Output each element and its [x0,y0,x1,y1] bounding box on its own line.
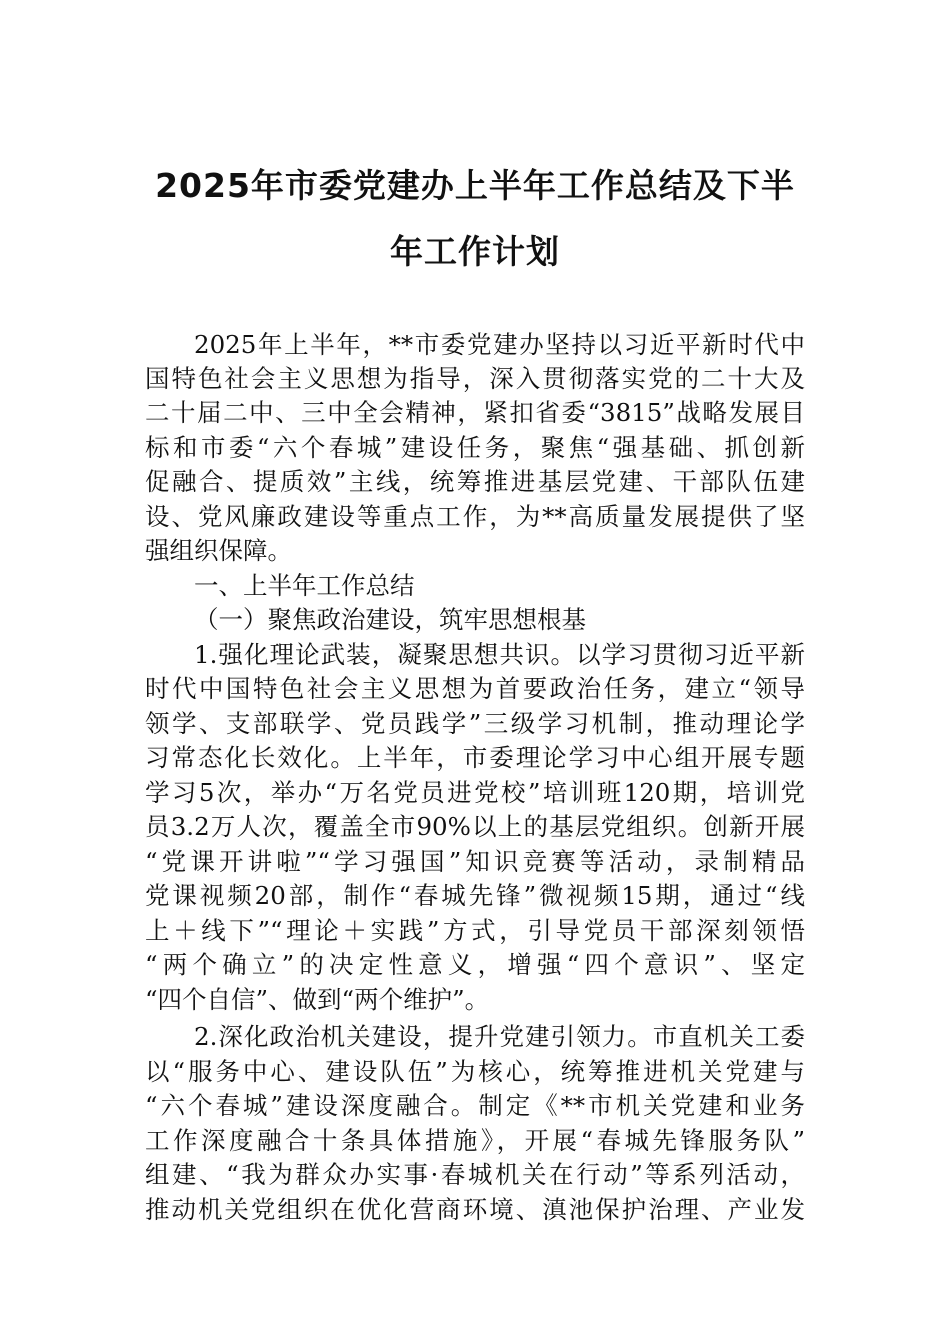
para2-line: “六个春城”建设深度融合。制定《**市机关党建和业务 [145,1091,805,1120]
intro-line: 强组织保障。 [145,536,292,565]
intro-line: 国特色社会主义思想为指导，深入贯彻落实党的二十大及 [145,364,805,393]
intro-line: 设、党风廉政建设等重点工作，为**高质量发展提供了坚 [145,502,805,531]
para1-line: 习常态化长效化。上半年，市委理论学习中心组开展专题 [145,743,805,772]
subsection-heading: （一）聚焦政治建设，筑牢思想根基 [194,605,586,634]
document-title-line-2: 年工作计划 [390,232,560,271]
intro-line: 二十届二中、三中全会精神，紧扣省委“3815”战略发展目 [145,398,805,427]
para1-line: 学习5次，举办“万名党员进党校”培训班120期，培训党 [145,778,805,807]
para1-line: 上＋线下”“理论＋实践”方式，引导党员干部深刻领悟 [145,916,805,945]
para1-line: “党课开讲啦”“学习强国”知识竞赛等活动，录制精品 [145,847,805,876]
section-heading: 一、上半年工作总结 [194,571,415,600]
para1-line: 领学、支部联学、党员践学”三级学习机制，推动理论学 [145,709,805,738]
para2-line: 以“服务中心、建设队伍”为核心，统筹推进机关党建与 [145,1057,805,1086]
para1-line: 1.强化理论武装，凝聚思想共识。以学习贯彻习近平新 [194,640,805,669]
para1-line: “两个确立”的决定性意义，增强“四个意识”、坚定 [145,950,805,979]
intro-line: 促融合、提质效”主线，统筹推进基层党建、干部队伍建 [145,467,805,496]
para2-line: 组建、“我为群众办实事·春城机关在行动”等系列活动， [145,1160,805,1189]
intro-line: 标和市委“六个春城”建设任务，聚焦“强基础、抓创新 [145,433,805,462]
document-title-line-1: 2025年市委党建办上半年工作总结及下半 [155,166,795,205]
intro-line: 2025年上半年，**市委党建办坚持以习近平新时代中 [194,330,805,359]
para2-line: 2.深化政治机关建设，提升党建引领力。市直机关工委 [194,1022,805,1051]
para1-line: “四个自信”、做到“两个维护”。 [145,985,490,1014]
para1-line: 员3.2万人次，覆盖全市90%以上的基层党组织。创新开展 [145,812,805,841]
para2-line: 推动机关党组织在优化营商环境、滇池保护治理、产业发 [145,1195,805,1224]
para1-line: 时代中国特色社会主义思想为首要政治任务，建立“领导 [145,674,805,703]
para1-line: 党课视频20部，制作“春城先锋”微视频15期，通过“线 [145,881,805,910]
para2-line: 工作深度融合十条具体措施》，开展“春城先锋服务队” [145,1126,805,1155]
